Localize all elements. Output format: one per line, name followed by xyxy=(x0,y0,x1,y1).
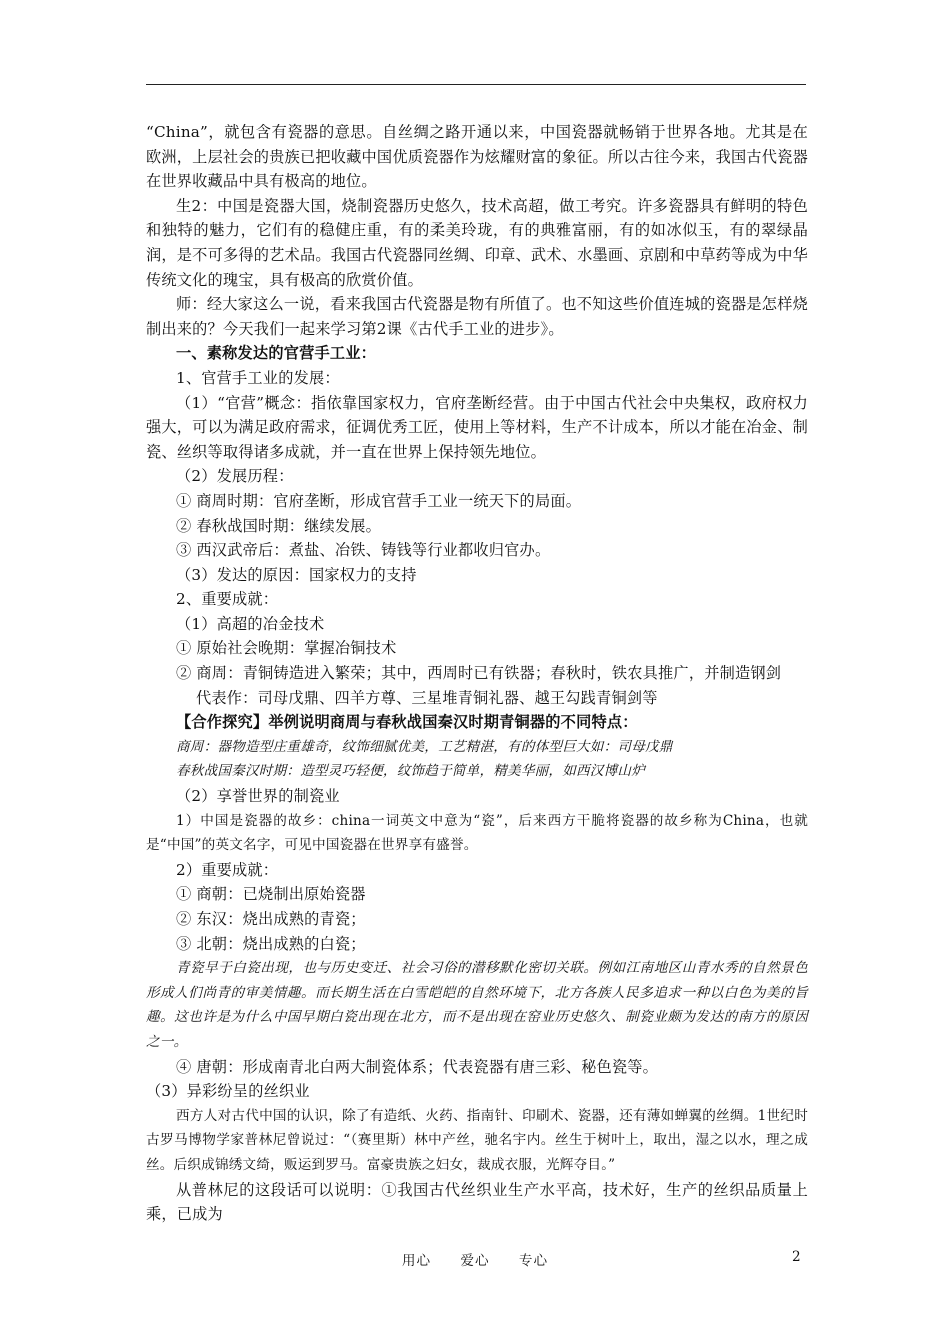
page-number: 2 xyxy=(792,1249,801,1265)
body-paragraph: 从普林尼的这段话可以说明：①我国古代丝织业生产水平高，技术好，生产的丝织品质量上乘，已成为 xyxy=(146,1180,808,1224)
list-item: ② 东汉：烧出成熟的青瓷； xyxy=(176,910,366,928)
reading-note: 青瓷早于白瓷出现，也与历史变迁、社会习俗的潜移默化密切关联。例如江南地区山青水秀的自然景色形成人们尚青的审美情趣。而长期生活在白雪皑皑的自然环境下，北方各族人民多追求一种以白色为美的旨趣。这也许是为什么中国早期白瓷出现在北方，而不是出现在窑业历史悠久、制瓷业颇为发达的南方的原因之一。 xyxy=(146,960,808,1050)
quote-paragraph: 西方人对古代中国的认识，除了有造纸、火药、指南针、印刷术、瓷器，还有薄如蝉翼的丝绸。1世纪时古罗马博物学家普林尼曾说过：“（赛里斯）林中产丝，驰名宇内。丝生于树叶上，取出，湿之以水，理之成丝。后织成锦绣文绮，贩运到罗马。富豪贵族之妇女，裁成衣服，光辉夺目。” xyxy=(146,1107,808,1173)
list-item: ① 商朝：已烧制出原始瓷器 xyxy=(176,885,366,904)
list-heading: （2）享誉世界的制瓷业 xyxy=(176,787,340,806)
footer-motto xyxy=(0,1249,950,1269)
section-heading: 一、素称发达的官营手工业： xyxy=(176,344,377,363)
list-item: （3）发达的原因：国家权力的支持 xyxy=(176,565,417,584)
body-paragraph: 生2：中国是瓷器大国，烧制瓷器历史悠久，技术高超，做工考究。许多瓷器具有鲜明的特色和独特的魅力，它们有的稳健庄重，有的柔美玲珑，有的典雅富丽，有的如冰似玉，有的翠绿晶润，是不可多得的艺术品。我国古代瓷器同丝绸、印章、武术、水墨画、京剧和中草药等成为中华传统文化的瑰宝，具有极高的欣赏价值。 xyxy=(146,196,808,289)
body-paragraph: 1）中国是瓷器的故乡：china一词英文中意为“瓷”，后来西方干脆将瓷器的故乡称为China，也就是“中国”的英文名字，可见中国瓷器在世界享有盛誉。 xyxy=(146,812,808,854)
subsection-heading: 1、官营手工业的发展： xyxy=(176,368,340,387)
body-paragraph: 师：经大家这么一说，看来我国古代瓷器是物有所值了。也不知这些价值连城的瓷器是怎样烧制出来的？今天我们一起来学习第2课《古代手工业的进步》。 xyxy=(146,295,808,338)
list-item: ② 商周：青铜铸造进入繁荣；其中，西周时已有铁器；春秋时，铁农具推广，并制造钢剑 xyxy=(176,664,782,683)
list-heading: （2）发展历程： xyxy=(176,467,294,486)
footer-motto-word: 爱心 xyxy=(460,1253,490,1269)
list-item: 代表作：司母戊鼎、四羊方尊、三星堆青铜礼器、越王勾践青铜剑等 xyxy=(196,688,658,707)
list-heading: （1）高超的冶金技术 xyxy=(176,614,325,633)
exploration-heading: 【合作探究】举例说明商周与春秋战国秦汉时期青铜器的不同特点： xyxy=(176,713,638,732)
page-footer xyxy=(0,1249,950,1269)
exploration-item: 春秋战国秦汉时期：造型灵巧轻便，纹饰趋于简单，精美华丽，如西汉博山炉 xyxy=(176,763,645,780)
footer-motto-word: 用心 xyxy=(401,1253,432,1269)
subsection-heading: 2、重要成就： xyxy=(176,590,279,609)
exploration-item: 商周：器物造型庄重雄奇，纹饰细腻优美，工艺精湛，有的体型巨大如：司母戊鼎 xyxy=(176,738,673,755)
page-body xyxy=(146,120,808,1227)
list-item: ④ 唐朝：形成南青北白两大制瓷体系；代表瓷器有唐三彩、秘色瓷等。 xyxy=(176,1057,659,1076)
list-item: ① 商周时期：官府垄断，形成官营手工业一统天下的局面。 xyxy=(176,491,582,510)
body-paragraph: “China”，就包含有瓷器的意思。自丝绸之路开通以来，中国瓷器就畅销于世界各地。尤其是在欧洲，上层社会的贵族已把收藏中国优质瓷器作为炫耀财富的象征。所以古往今来，我国古代瓷器在世界收藏品中具有极高的地位。 xyxy=(146,123,808,191)
header-rule xyxy=(146,84,806,85)
list-item: ① 原始社会晚期：掌握冶铜技术 xyxy=(176,639,397,658)
body-paragraph: （1）“官营”概念：指依靠国家权力，官府垄断经营。由于中国古代社会中央集权，政府权力强大，可以为满足政府需求，征调优秀工匠，使用上等材料，生产不计成本，所以才能在冶金、制瓷、丝织等取得诸多成就，并一直在世界上保持领先地位。 xyxy=(146,393,808,461)
list-item: ③ 北朝：烧出成熟的白瓷； xyxy=(176,934,366,953)
list-item: ③ 西汉武帝后：煮盐、冶铁、铸钱等行业都收归官办。 xyxy=(176,541,551,560)
list-heading: （3）异彩纷呈的丝织业 xyxy=(146,1082,310,1101)
list-item: ② 春秋战国时期：继续发展。 xyxy=(176,516,382,535)
footer-motto-word: 专心 xyxy=(518,1253,549,1269)
list-heading: 2）重要成就： xyxy=(176,860,279,879)
